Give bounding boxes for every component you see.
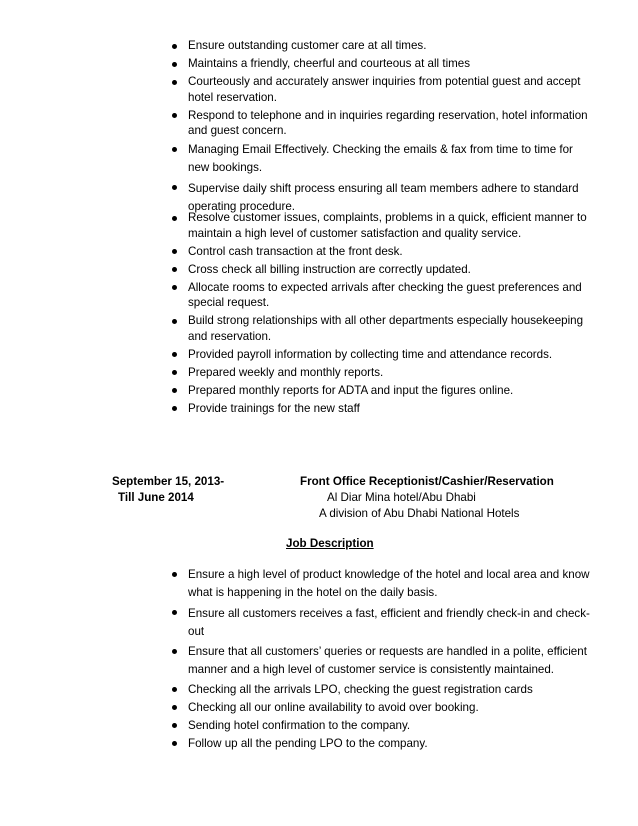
list-item: Prepared monthly reports for ADTA and input the figures online.: [172, 383, 592, 399]
list-item: Ensure a high level of product knowledge of the hotel and local area and know what is happening in the hotel on the daily basis.: [172, 566, 592, 602]
list-item: Prepared weekly and monthly reports.: [172, 365, 592, 381]
job-date-to: Till June 2014: [118, 491, 194, 504]
list-item: Maintains a friendly, cheerful and courteous at all times: [172, 56, 592, 72]
list-item: Ensure that all customers’ queries or requests are handled in a polite, efficient manner and a high level of customer service is consistently maintained.: [172, 643, 592, 679]
bullet-icon: [172, 113, 177, 118]
previous-duties-list-continued: [172, 210, 592, 419]
bullet-icon: [172, 388, 177, 393]
bullet-icon: [172, 185, 177, 190]
list-item: Provided payroll information by collecting time and attendance records.: [172, 347, 592, 363]
job-date-from: September 15, 2013-: [112, 475, 225, 488]
list-item: Managing Email Effectively. Checking the emails & fax from time to time for new bookings.: [172, 141, 592, 177]
bullet-icon: [172, 741, 177, 746]
bullet-icon: [172, 267, 177, 272]
bullet-icon: [172, 147, 177, 152]
list-item: Sending hotel confirmation to the company.: [172, 718, 592, 734]
previous-duties-list: [172, 38, 592, 216]
bullet-icon: [172, 352, 177, 357]
bullet-icon: [172, 687, 177, 692]
bullet-icon: [172, 249, 177, 254]
list-item: Provide trainings for the new staff: [172, 401, 592, 417]
list-item: Resolve customer issues, complaints, problems in a quick, efficient manner to maintain a high level of customer satisfaction and quality service.: [172, 210, 592, 241]
job-title: Front Office Receptionist/Cashier/Reservation: [300, 475, 554, 488]
bullet-icon: [172, 610, 177, 615]
list-item: Cross check all billing instruction are correctly updated.: [172, 262, 592, 278]
bullet-icon: [172, 44, 177, 49]
list-item: Courteously and accurately answer inquiries from potential guest and accept hotel reservation.: [172, 74, 592, 105]
bullet-icon: [172, 406, 177, 411]
current-duties-list: [172, 566, 592, 754]
list-item: Ensure outstanding customer care at all times.: [172, 38, 592, 54]
bullet-icon: [172, 285, 177, 290]
list-item: Allocate rooms to expected arrivals after checking the guest preferences and special request.: [172, 280, 592, 311]
bullet-icon: [172, 216, 177, 221]
bullet-icon: [172, 649, 177, 654]
job-division: A division of Abu Dhabi National Hotels: [319, 507, 520, 520]
job-employer: Al Diar Mina hotel/Abu Dhabi: [327, 491, 476, 504]
list-item: Follow up all the pending LPO to the company.: [172, 736, 592, 752]
bullet-icon: [172, 723, 177, 728]
list-item: Control cash transaction at the front desk.: [172, 244, 592, 260]
list-item: Checking all our online availability to avoid over booking.: [172, 700, 592, 716]
list-item: Checking all the arrivals LPO, checking the guest registration cards: [172, 682, 592, 698]
list-item: Respond to telephone and in inquiries regarding reservation, hotel information and guest concern.: [172, 108, 592, 139]
bullet-icon: [172, 80, 177, 85]
bullet-icon: [172, 370, 177, 375]
bullet-icon: [172, 572, 177, 577]
job-description-heading: Job Description: [286, 537, 374, 550]
list-item: Ensure all customers receives a fast, efficient and friendly check-in and check-out: [172, 605, 592, 641]
bullet-icon: [172, 62, 177, 67]
bullet-icon: [172, 319, 177, 324]
list-item: Build strong relationships with all other departments especially housekeeping and reservation.: [172, 313, 592, 344]
list-item: Supervise daily shift process ensuring all team members adhere to standard operating procedure.: [172, 180, 592, 216]
bullet-icon: [172, 705, 177, 710]
